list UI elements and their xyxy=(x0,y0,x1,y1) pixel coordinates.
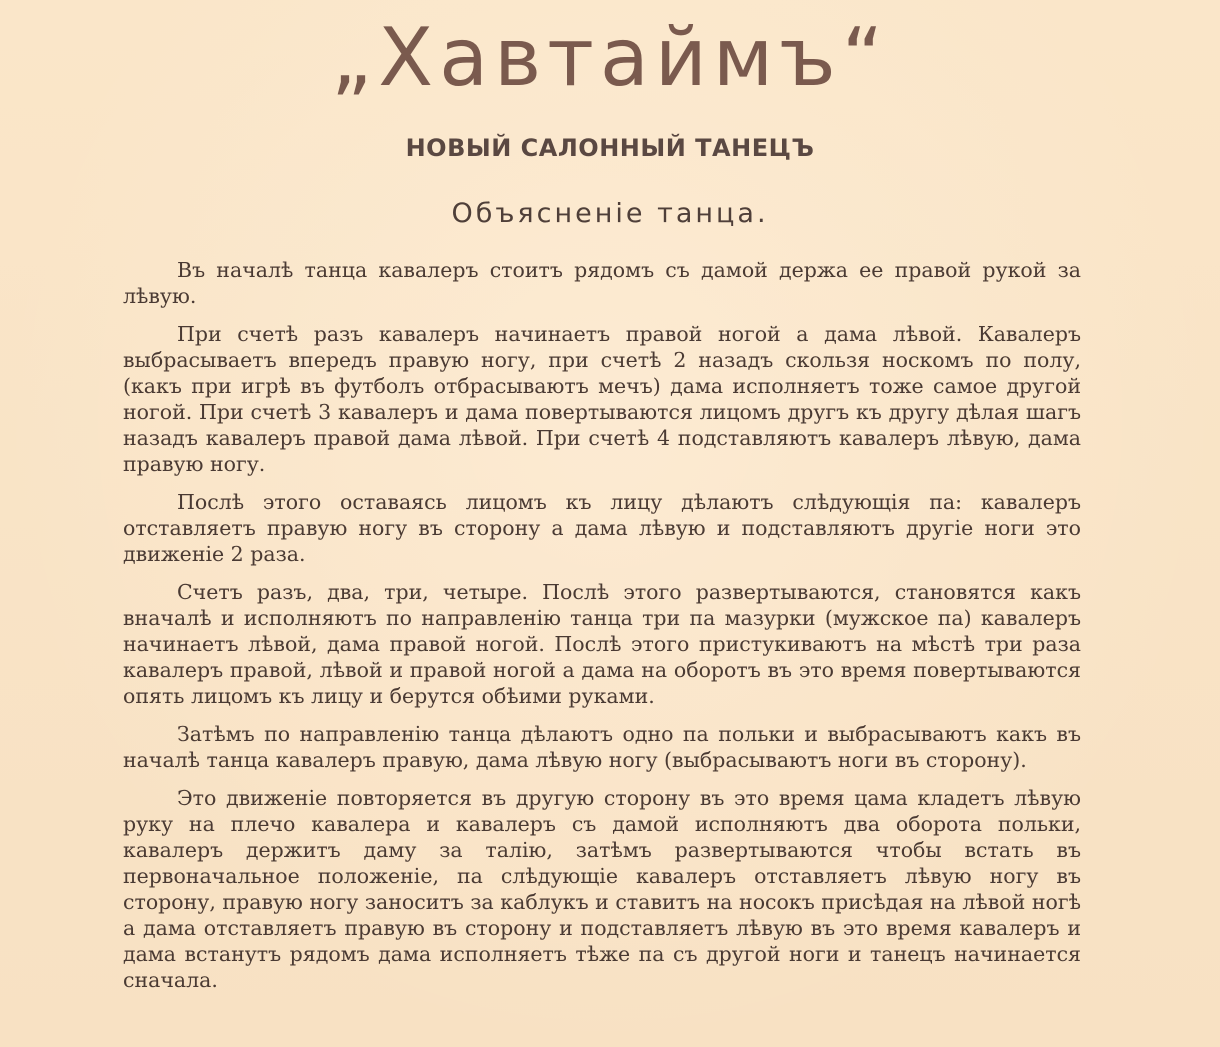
document-body xyxy=(123,257,1081,993)
paragraph: Это движеніе повторяется въ другую сторону въ это время цама кладетъ лѣвую руку на плечо кавалера и кавалеръ съ дамой исполняютъ два оборота польки, кавалеръ держитъ даму за талію, затѣмъ развертываются чтобы встать въ первоначальное положеніе, па слѣдующіе кавалеръ отставляетъ лѣвую ногу въ сторону, правую ногу заноситъ за каблукъ и ставитъ на носокъ присѣдая на лѣвой ногѣ а дама отставляетъ правую въ сторону и подставляетъ лѣвую въ это время кавалеръ и дама встанутъ рядомъ дама исполняетъ тѣже па съ другой ноги и танецъ начинается сначала. xyxy=(123,786,1081,992)
paragraph: Въ началѣ танца кавалеръ стоитъ рядомъ съ дамой держа ее правой рукой за лѣвую. xyxy=(123,258,1081,308)
paragraph: При счетѣ разъ кавалеръ начинаетъ правой ногой а дама лѣвой. Кавалеръ выбрасываетъ впередъ правую ногу, при счетѣ 2 назадъ скользя носкомъ по полу, (какъ при игрѣ въ футболъ отбрасываютъ мечъ) дама исполняетъ тоже самое другой ногой. При счетѣ 3 кавалеръ и дама повертываются лицомъ другъ къ другу дѣлая шагъ назадъ кавалеръ правой дама лѣвой. При счетѣ 4 подставляютъ кавалеръ лѣвую, дама правую ногу. xyxy=(123,322,1081,476)
section-heading: Объясненіе танца. xyxy=(451,198,769,229)
document-title: „Хавтаймъ“ xyxy=(330,11,890,104)
paragraph: Затѣмъ по направленію танца дѣлаютъ одно па польки и выбрасываютъ какъ въ началѣ танца кавалеръ правую, дама лѣвую ногу (выбрасываютъ ноги въ сторону). xyxy=(123,722,1081,772)
document-subtitle: НОВЫЙ САЛОННЫЙ ТАНЕЦЪ xyxy=(405,134,815,162)
paragraph: Счетъ разъ, два, три, четыре. Послѣ этого развертываются, становятся какъ вначалѣ и исполняютъ по направленію танца три па мазурки (мужское па) кавалеръ начинаетъ лѣвой, дама правой ногой. Послѣ этого пристукиваютъ на мѣстѣ три раза кавалеръ правой, лѣвой и правой ногой а дама на оборотъ въ это время повертываются опять лицомъ къ лицу и берутся обѣими руками. xyxy=(123,580,1081,708)
paragraph: Послѣ этого оставаясь лицомъ къ лицу дѣлаютъ слѣдующія па: кавалеръ отставляетъ правую ногу въ сторону а дама лѣвую и подставляютъ другіе ноги это движеніе 2 раза. xyxy=(123,490,1081,566)
